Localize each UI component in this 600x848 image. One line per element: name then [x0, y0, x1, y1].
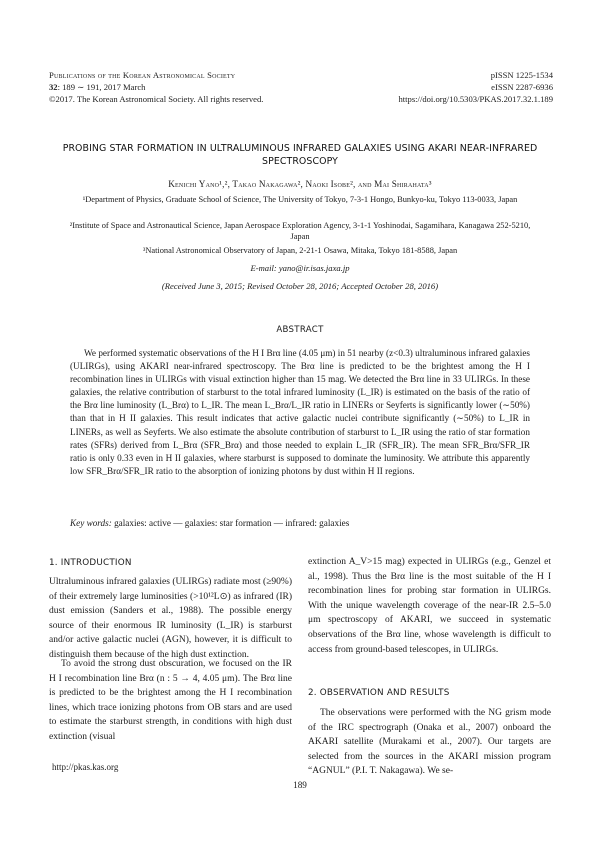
keywords-label: Key words:	[70, 518, 112, 528]
journal-url[interactable]: http://pkas.kas.org	[52, 762, 119, 772]
author-list: Kenichi Yano¹,², Takao Nakagawa², Naoki Isobe², and Mai Shirahata³	[168, 179, 432, 189]
keywords	[70, 517, 530, 530]
journal-name: Publications of the Korean Astronomical Society	[49, 70, 236, 80]
issn-header	[323, 69, 553, 105]
keywords-list: galaxies: active — galaxies: star formation — infrared: galaxies	[114, 518, 350, 528]
affiliation-3: ³National Astronomical Observatory of Japan, 2-21-1 Osawa, Mitaka, Tokyo 181-8588, Japan	[142, 246, 458, 255]
pages-date: : 189 ∼ 191, 2017 March	[57, 82, 146, 92]
affiliation-1: ¹Department of Physics, Graduate School of Science, The University of Tokyo, 7-3-1 Hongo, Bunkyo-ku, Tokyo 113-0033, Japan	[82, 195, 518, 204]
eissn: eISSN 2287-6936	[491, 82, 553, 92]
section-heading-observation: 2. OBSERVATION AND RESULTS	[308, 688, 450, 698]
received-dates: (Received June 3, 2015; Revised October 28, 2016; Accepted October 28, 2016)	[161, 281, 439, 291]
paper-title: PROBING STAR FORMATION IN ULTRALUMINOUS INFRARED GALAXIES USING AKARI NEAR-INFRARED SPECTROSCOPY	[62, 143, 538, 167]
contact-email: E-mail: yano@ir.isas.jaxa.jp	[250, 263, 350, 273]
section-heading-introduction: 1. INTRODUCTION	[49, 558, 132, 568]
observation-paragraph-1: The observations were performed with the NG grism mode of the IRC spectrograph (Onaka et al., 2007) onboard the AKARI satellite (Murakami et al., 2007). Our targets are selected from the sources in the AKARI mission program “AGNUL” (P.I. T. Nakagawa). We se-	[308, 708, 551, 777]
volume-line	[49, 81, 369, 93]
doi-link[interactable]: https://doi.org/10.5303/PKAS.2017.32.1.189	[398, 94, 553, 104]
intro-paragraph-continued: extinction A_V>15 mag) expected in ULIRGs (e.g., Genzel et al., 1998). Thus the Brα line is the most suitable of the H I recombination lines for probing star formation in ULIRGs. With the unique wavelength coverage of the near-IR 2.5–5.0 μm spectroscopy of AKARI, we succeed in systematic observations of the Brα line, whose wavelength is difficult to access from ground-based telescopes, in ULIRGs.	[308, 557, 551, 655]
intro-paragraph-2: To avoid the strong dust obscuration, we focused on the IR H I recombination line Brα (n : 5 → 4, 4.05 μm). The Brα line is predicted to be the brightest among the H I recombination lines, which trace ionizing photons from OB stars and are used to estimate the starburst strength, in conditions with high dust extinction (visual	[49, 659, 292, 742]
page-number: 189	[293, 780, 307, 790]
affiliation-2: ²Institute of Space and Astronautical Science, Japan Aerospace Exploration Agency, 3-1-1 Yoshinodai, Sagamihara, Kanagawa 252-5210, Japan	[69, 221, 531, 242]
copyright: ©2017. The Korean Astronomical Society. All rights reserved.	[49, 94, 264, 104]
abstract-heading: ABSTRACT	[276, 325, 324, 335]
abstract-text: We performed systematic observations of the H I Brα line (4.05 μm) in 51 nearby (z<0.3) ultraluminous infrared galaxies (ULIRGs), using AKARI near-infrared spectroscopy. The Brα line is predicted to be the brightest among the H I recombination lines in ULIRGs with visual extinction higher than 15 mag. We detected the Brα line in 33 ULIRGs. In these galaxies, the relative contribution of starburst to the total infrared luminosity (L_IR) is estimated on the basis of the ratio of the Brα line luminosity (L_Brα) to L_IR. The mean L_Brα/L_IR ratio in LINERs or Seyferts is significantly lower (∼50%) than that in H II galaxies. This result indicates that active galactic nuclei contribute significantly (∼50%) to L_IR in LINERs, as well as Seyferts. We also estimate the absolute contribution of starburst to L_IR using the ratio of star formation rates (SFRs) derived from L_Brα (SFR_Brα) and those needed to explain L_IR (SFR_IR). The mean SFR_Brα/SFR_IR ratio is only 0.33 even in H II galaxies, where starburst is supposed to dominate the luminosity. We attribute this apparently low SFR_Brα/SFR_IR ratio to the absorption of ionizing photons by dust within H II regions.	[70, 348, 530, 476]
pissn: pISSN 1225-1534	[490, 70, 553, 80]
intro-paragraph-1: Ultraluminous infrared galaxies (ULIRGs) radiate most (≥90%) of their extremely large luminosities (>10¹²L⊙) as infrared (IR) dust emission (Sanders et al., 1988). The possible energy source of their enormous IR luminosity (L_IR) is starburst and/or active galactic nuclei (AGN), however, it is difficult to distinguish them because of the high dust extinction.	[49, 577, 292, 660]
journal-header	[49, 69, 369, 105]
volume-number: 32	[49, 82, 58, 92]
